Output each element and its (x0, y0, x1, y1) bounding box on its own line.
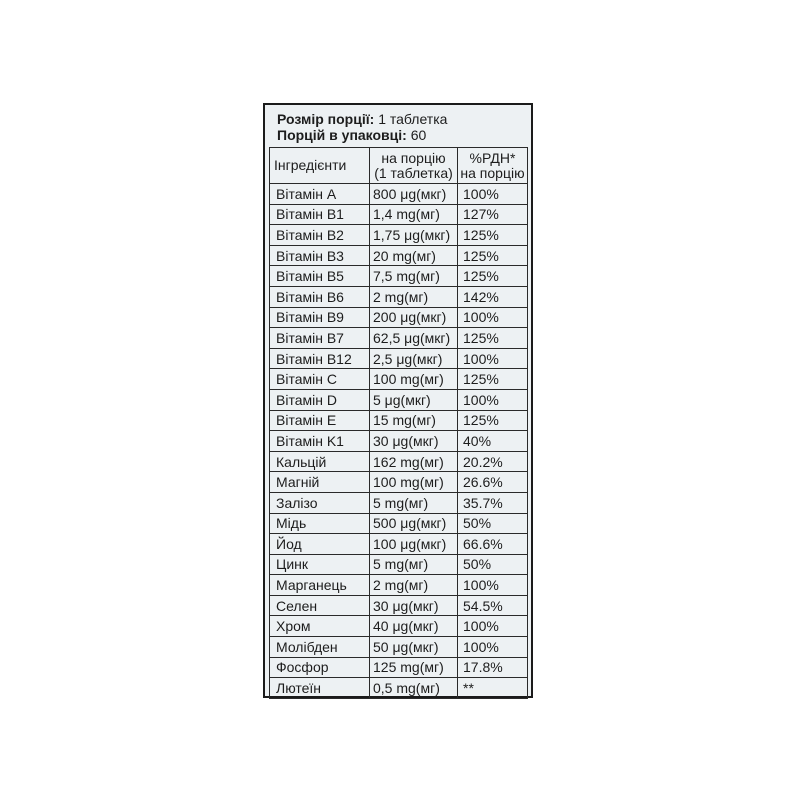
amount-cell: 5 μg(мкг) (370, 389, 458, 410)
amount-cell: 100 mg(мг) (370, 472, 458, 493)
rdi-header-line2: на порцію (460, 164, 525, 181)
ingredient-name-cell: Вітамін B1 (270, 204, 370, 225)
amount-cell: 40 μg(мкг) (370, 616, 458, 637)
table-row (270, 595, 528, 616)
rdi-percent-cell: 50% (458, 554, 528, 575)
rdi-percent-cell: ** (458, 678, 528, 699)
table-row (270, 534, 528, 555)
table-row (270, 286, 528, 307)
amount-cell: 1,4 mg(мг) (370, 204, 458, 225)
amount-cell: 20 mg(мг) (370, 245, 458, 266)
table-row (270, 678, 528, 699)
ingredient-name-cell: Вітамін D (270, 389, 370, 410)
rdi-percent-cell: 127% (458, 204, 528, 225)
nutrition-table (269, 147, 528, 699)
rdi-header-line1: %РДН* (469, 149, 516, 166)
amount-cell: 15 mg(мг) (370, 410, 458, 431)
rdi-percent-cell: 125% (458, 266, 528, 287)
ingredient-name-cell: Вітамін B3 (270, 245, 370, 266)
servings-per-container-value: 60 (406, 127, 427, 143)
amount-cell: 7,5 mg(мг) (370, 266, 458, 287)
rdi-percent-cell: 26.6% (458, 472, 528, 493)
ingredient-name-cell: Вітамін K1 (270, 431, 370, 452)
servings-per-container-label: Порцій в упаковці: (277, 127, 407, 143)
serving-size-value: 1 таблетка (374, 111, 448, 127)
table-row (270, 492, 528, 513)
amount-cell: 2 mg(мг) (370, 286, 458, 307)
table-row (270, 410, 528, 431)
table-row (270, 266, 528, 287)
amount-cell: 50 μg(мкг) (370, 637, 458, 658)
ingredient-name-cell: Мідь (270, 513, 370, 534)
amount-cell: 125 mg(мг) (370, 657, 458, 678)
rdi-percent-cell: 40% (458, 431, 528, 452)
rdi-percent-cell: 100% (458, 575, 528, 596)
ingredient-name-cell: Вітамін E (270, 410, 370, 431)
amount-cell: 5 mg(мг) (370, 554, 458, 575)
rdi-percent-cell: 66.6% (458, 534, 528, 555)
table-row (270, 307, 528, 328)
table-row (270, 245, 528, 266)
ingredient-name-cell: Фосфор (270, 657, 370, 678)
rdi-percent-cell: 125% (458, 328, 528, 349)
amount-cell: 100 μg(мкг) (370, 534, 458, 555)
table-header-row (270, 148, 528, 184)
amount-cell: 0,5 mg(мг) (370, 678, 458, 699)
table-row (270, 554, 528, 575)
amount-cell: 62,5 μg(мкг) (370, 328, 458, 349)
ingredient-name-cell: Вітамін A (270, 184, 370, 205)
ingredient-name-cell: Цинк (270, 554, 370, 575)
per-serving-column-header (370, 148, 458, 184)
servings-per-container-line (277, 127, 426, 143)
table-row (270, 513, 528, 534)
table-row (270, 225, 528, 246)
ingredient-name-cell: Лютеїн (270, 678, 370, 699)
amount-cell: 2 mg(мг) (370, 575, 458, 596)
table-row (270, 184, 528, 205)
rdi-percent-cell: 142% (458, 286, 528, 307)
ingredient-name-cell: Вітамін B6 (270, 286, 370, 307)
table-row (270, 431, 528, 452)
rdi-percent-cell: 100% (458, 184, 528, 205)
rdi-column-header (458, 148, 528, 184)
rdi-percent-cell: 125% (458, 225, 528, 246)
amount-cell: 30 μg(мкг) (370, 595, 458, 616)
amount-cell: 100 mg(мг) (370, 369, 458, 390)
ingredient-name-cell: Магній (270, 472, 370, 493)
ingredient-name-cell: Хром (270, 616, 370, 637)
rdi-percent-cell: 100% (458, 389, 528, 410)
ingredient-column-header: Інгредієнти (270, 148, 370, 184)
ingredient-name-cell: Вітамін B9 (270, 307, 370, 328)
rdi-percent-cell: 17.8% (458, 657, 528, 678)
per-serving-header-line1: на порцію (381, 149, 446, 166)
rdi-percent-cell: 125% (458, 369, 528, 390)
rdi-percent-cell: 125% (458, 410, 528, 431)
table-row (270, 369, 528, 390)
ingredient-name-cell: Вітамін B12 (270, 348, 370, 369)
rdi-percent-cell: 50% (458, 513, 528, 534)
serving-size-line (277, 111, 447, 127)
rdi-percent-cell: 54.5% (458, 595, 528, 616)
amount-cell: 162 mg(мг) (370, 451, 458, 472)
ingredient-name-cell: Марганець (270, 575, 370, 596)
ingredient-name-cell: Йод (270, 534, 370, 555)
rdi-percent-cell: 20.2% (458, 451, 528, 472)
table-row (270, 348, 528, 369)
rdi-percent-cell: 100% (458, 616, 528, 637)
per-serving-header-line2: (1 таблетка) (374, 164, 453, 181)
table-body (270, 184, 528, 699)
amount-cell: 500 μg(мкг) (370, 513, 458, 534)
table-row (270, 328, 528, 349)
table-row (270, 616, 528, 637)
ingredient-name-cell: Вітамін B5 (270, 266, 370, 287)
ingredient-name-cell: Молібден (270, 637, 370, 658)
amount-cell: 30 μg(мкг) (370, 431, 458, 452)
rdi-percent-cell: 125% (458, 245, 528, 266)
rdi-percent-cell: 100% (458, 307, 528, 328)
ingredient-name-cell: Залізо (270, 492, 370, 513)
amount-cell: 5 mg(мг) (370, 492, 458, 513)
amount-cell: 2,5 μg(мкг) (370, 348, 458, 369)
ingredient-name-cell: Вітамін B7 (270, 328, 370, 349)
rdi-percent-cell: 100% (458, 637, 528, 658)
table-row (270, 657, 528, 678)
table-row (270, 575, 528, 596)
amount-cell: 200 μg(мкг) (370, 307, 458, 328)
table-row (270, 204, 528, 225)
amount-cell: 1,75 μg(мкг) (370, 225, 458, 246)
supplement-facts-panel (263, 103, 533, 698)
table-row (270, 637, 528, 658)
table-row (270, 451, 528, 472)
table-row (270, 389, 528, 410)
table-row (270, 472, 528, 493)
serving-size-label: Розмір порції: (277, 111, 375, 127)
amount-cell: 800 μg(мкг) (370, 184, 458, 205)
ingredient-name-cell: Кальцій (270, 451, 370, 472)
ingredient-name-cell: Вітамін C (270, 369, 370, 390)
rdi-percent-cell: 35.7% (458, 492, 528, 513)
rdi-percent-cell: 100% (458, 348, 528, 369)
ingredient-name-cell: Вітамін B2 (270, 225, 370, 246)
ingredient-name-cell: Селен (270, 595, 370, 616)
